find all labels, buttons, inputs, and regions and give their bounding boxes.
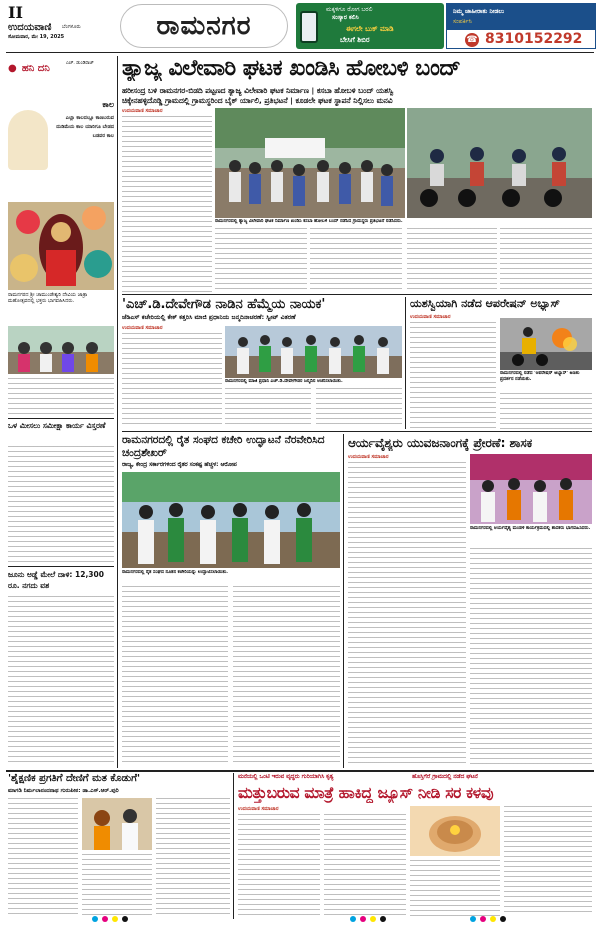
story3-byline: ಉದಯವಾಣಿ ಸಮಾಚಾರ — [410, 314, 451, 320]
registration-mark-yellow — [112, 916, 118, 922]
ad-advertise-phone[interactable]: 8310152292 — [485, 31, 583, 47]
registration-mark-black — [122, 916, 128, 922]
story7-text-col3 — [410, 860, 500, 916]
registration-mark-magenta — [102, 916, 108, 922]
ad-advertise-line1: ನಿಮ್ಮ ಜಾಹೀರಾತು ನೀಡಲು — [453, 8, 505, 15]
story4-photo — [122, 472, 340, 568]
ad-advertise-line2: ಸಂಪರ್ಕಿಸಿ — [453, 18, 472, 25]
poet-illustration — [8, 110, 48, 170]
story5-text-col2 — [470, 548, 592, 766]
story6-subhead: ಮಾಗಡಿ ನಿರ್ಮಲಾನಂದನಾಥ ಗುರುಪೀಠ: ಡಾ.ಎಸ್.ಆರ್.ಪುರಿ — [8, 788, 119, 794]
registration-mark-yellow-2 — [370, 916, 376, 922]
poem-title: ಕಾಲ — [102, 100, 114, 109]
story4-headline: ರಾಮನಗರದಲ್ಲಿ ರೈತ ಸಂಘದ ಕಚೇರಿ ಉದ್ಘಾಟನೆ ನೆರವೇರಿಸಿದ ಚಂದ್ರಶೇಖರ್ — [122, 434, 325, 459]
sidebar-raid-headline: ಜೂನು ಅಡ್ಡೆ ಮೇಲೆ ದಾಳಿ: 12,300 ರೂ. ನಗದು ವಶ — [8, 570, 104, 590]
ad-advertise[interactable] — [446, 3, 596, 49]
story3-photo-fire-drill — [500, 318, 592, 370]
story7-kicker-1: ಮನೆಯಲ್ಲಿ ಒಂಟಿ ಇರುವ ವೃದ್ಧರು ಗುರಿಯಾಗಿಸಿ ಕೃತ್ಯ — [238, 774, 334, 780]
registration-mark-black-3 — [500, 916, 506, 922]
phone-icon: ☎ — [466, 35, 478, 45]
sidebar-story-text — [8, 446, 114, 562]
story5-photo-caption: ರಾಮನಗರದಲ್ಲಿ ಆರ್ಯವೈಶ್ಯ ಮಂಡಳಿ ಕಾರ್ಯಕ್ರಮದಲ್ಲಿ ಶಾಸಕರು ಭಾಗವಹಿಸಿದರು. — [470, 526, 591, 531]
ad-phone-icon — [300, 11, 318, 43]
story2-text-col1 — [122, 333, 222, 427]
story6-text-col3 — [156, 798, 230, 916]
story6-headline: 'ಶೈಕ್ಷಣಿಕ ಪ್ರಗತಿಗೆ ದೇಣಿಗೆ ಮತ ಕೊಡುಗೆ' — [8, 773, 141, 784]
lead-subhead-1: ಹರೀಸಂದ್ರ ಬಳಿ ರಾಮನಗರ-ಬಿಡದಿ ಪಟ್ಟಣದ ತ್ಯಾಜ್ಯ ವಿಲೇವಾರಿ ಘಟಕ ನಿರ್ಮಾಣ | ಕಸಬಾ ಹೋಬಳಿ ಬಂದ್ ಯಶಸ್ವಿ — [122, 86, 394, 95]
heart-icon: ● — [8, 63, 17, 74]
story2-photo — [225, 326, 402, 378]
story3-text-col1 — [410, 322, 496, 428]
registration-mark-yellow-3 — [490, 916, 496, 922]
registration-mark-magenta-2 — [360, 916, 366, 922]
column-brand-text: ಹನಿ ದನಿ — [21, 63, 50, 74]
story6-text-col1 — [8, 798, 78, 916]
ad-summer-camp-line3: ಈಗಲೇ ಬುಕ್ ಮಾಡಿ — [346, 25, 394, 33]
story7-headline: ಮತ್ತುಬರುವ ಮಾತ್ರೆ ಹಾಕಿದ್ದ ಜ್ಯೂಸ್ ನೀಡಿ ಸರ ಕಳವು — [238, 784, 494, 802]
lead-text-col1 — [122, 116, 212, 292]
story3-text-col2 — [500, 393, 592, 429]
page-number: II — [8, 3, 23, 22]
story4-subhead: ರಾಜ್ಯ, ಕೇಂದ್ರ ಸರ್ಕಾರಗಳಿಂದ ರೈತರ ಸಂಕಷ್ಟ ಹೆಚ್ಚಳ: ಆರೋಪ — [122, 462, 237, 468]
lead-photo-protest — [215, 108, 405, 218]
registration-mark-cyan-3 — [470, 916, 476, 922]
registration-mark-magenta-3 — [480, 916, 486, 922]
story2-byline: ಉದಯವಾಣಿ ಸಮಾಚಾರ — [122, 325, 163, 331]
story2-subhead: ಜೆಡಿಎಸ್ ಕಚೇರಿಯಲ್ಲಿ ಕೇಕ್ ಕತ್ತರಿಸಿ ಮಾಜಿ ಪ್ರಧಾನಿಯ ಜನ್ಮದಿನಾಚರಣೆ: ಸ್ವೀಟ್ ವಿತರಣೆ — [122, 314, 296, 321]
poem-text: ಎಲ್ಲಾ ಕಾಲದಲ್ಲೂ ಕಾಣಬರುವ ದುಡಿಮೆಯ ಕಾಲ ಯಾರಿಗೂ ಬೇಡದ ಬಡವರ ಕಾಲ — [56, 115, 114, 139]
story7-text-col2 — [324, 814, 406, 916]
story2-photo-caption: ರಾಮನಗರದಲ್ಲಿ ಮಾಜಿ ಪ್ರಧಾನಿ ಎಚ್.ಡಿ.ದೇವೇಗೌಡರ ಜನ್ಮದಿನ ಆಚರಿಸಲಾಯಿತು. — [225, 379, 343, 384]
lead-text-col3 — [310, 228, 402, 292]
story5-headline: ಆರ್ಯವೈಶ್ಯರು ಯುವಜನಾಂಗಕ್ಕೆ ಪ್ರೇರಣೆ: ಶಾಸಕ — [348, 436, 533, 450]
ad-summer-camp-line2: ಸಂಸ್ಕಾರ ಕಲಿಸಿ — [332, 14, 359, 21]
story5-byline: ಉದಯವಾಣಿ ಸಮಾಚಾರ — [348, 454, 389, 460]
sidebar-story-headline: ಒಳ ಮೀಸಲು ಸಮೀಕ್ಷಾ ಕಾರ್ಯ ವಿಸ್ತರಣೆ — [8, 421, 106, 430]
lead-photo-bike-rally — [407, 108, 592, 218]
story6-text-col2 — [82, 854, 152, 916]
goddess-photo — [8, 202, 114, 290]
poem-box — [8, 100, 114, 200]
section-title-text: ರಾಮನಗರ — [156, 10, 252, 41]
sidebar-photo-2 — [8, 326, 114, 374]
ad-summer-camp-line1: ಮಕ್ಕಳಿಗೂ ರೋಗ ಬರಲಿ — [326, 6, 373, 13]
story7-text-col1 — [238, 814, 320, 916]
registration-mark-black-2 — [380, 916, 386, 922]
column-author: ಎಚ್. ಡುಂಡಿರಾಜ್ — [66, 61, 94, 66]
story7-kicker-2: ಹೊಸ್ತಿಗೆರೆ ಗ್ರಾಮದಲ್ಲಿ ನಡೆದ ಘಟನೆ — [412, 774, 478, 780]
story7-photo-juice — [410, 806, 500, 856]
issue-date: ಸೋಮವಾರ, ಮೇ 19, 2025 — [8, 34, 65, 40]
story5-photo — [470, 454, 592, 524]
story2-text-col3 — [316, 388, 402, 428]
lead-headline: ತ್ಯಾಜ್ಯ ವಿಲೇವಾರಿ ಘಟಕ ಖಂಡಿಸಿ ಹೋಬಳಿ ಬಂದ್ — [122, 56, 461, 81]
story6-photo — [82, 798, 152, 850]
registration-mark-cyan-2 — [350, 916, 356, 922]
story7-text-col4 — [504, 806, 592, 916]
story3-photo-caption: ರಾಮನಗರದಲ್ಲಿ ನಡೆದ 'ಆಪರೇಷನ್ ಅಭ್ಯಾಸ್' ಅಣಕು ಪ್ರದರ್ಶನ ನಡೆಯಿತು. — [500, 371, 580, 382]
story7-byline: ಉದಯವಾಣಿ ಸಮಾಚಾರ — [238, 806, 279, 812]
lead-text-col2 — [215, 228, 307, 292]
ad-summer-camp[interactable] — [296, 3, 444, 49]
lead-photo-caption: ರಾಮನಗರದಲ್ಲಿ ತ್ಯಾಜ್ಯ ವಿಲೇವಾರಿ ಘಟಕ ನಿರ್ಮಾಣ ಖಂಡಿಸಿ ಕಸಬಾ ಹೋಬಳಿ ಬಂದ್ ನಡೆಸಿದ ಗ್ರಾಮಸ್ಥರು ಪ್ರತಿಭಟನೆ ನಡೆಸಿದರು. — [215, 219, 403, 224]
section-title — [120, 4, 288, 48]
story3-headline: ಯಶಸ್ವಿಯಾಗಿ ನಡೆದ ಆಪರೇಷನ್ ಅಭ್ಯಾಸ್ — [410, 297, 560, 310]
lead-byline: ಉದಯವಾಣಿ ಸಮಾಚಾರ — [122, 108, 163, 114]
story4-text-col1 — [122, 586, 228, 766]
registration-mark-cyan — [92, 916, 98, 922]
story4-photo-caption: ರಾಮನಗರದಲ್ಲಿ ರೈತ ಸಂಘದ ನೂತನ ಕಚೇರಿಯನ್ನು ಉದ್ಘಾಟಿಸಲಾಯಿತು. — [122, 570, 229, 575]
lead-text-col5 — [500, 228, 592, 292]
edition-label: ಬೆಂಗಳೂರು — [62, 24, 81, 30]
story2-headline: 'ಎಚ್.ಡಿ.ದೇವೇಗೌಡ ನಾಡಿನ ಹೆಮ್ಮೆಯ ನಾಯಕ' — [122, 297, 326, 312]
ad-summer-camp-line4: ಬೇಸಿಗೆ ಶಿಬಿರ — [340, 36, 370, 44]
paper-name: ಉದಯವಾಣಿ — [8, 22, 52, 33]
story5-text-col1 — [348, 462, 466, 766]
lead-subhead-2: ಚಿಕ್ಕೇನಹಳ್ಳಿದೊಡ್ಡಿ ಗ್ರಾಮದಲ್ಲಿ ಗ್ರಾಮಸ್ಥರಿಂದ ಬೈಕ್ ರ್ಯಾಲಿ, ಪ್ರತಿಭಟನೆ | ಕೂಡಲೇ ಘಟಕ ಸ್ಥಾಪನೆ ನಿಲ್ಲಿಸಲು ಮನವಿ — [122, 96, 393, 105]
story2-text-col2 — [225, 388, 311, 428]
lead-text-col4 — [407, 228, 497, 292]
goddess-photo-caption: ರಾಮನಗರದ ಶ್ರೀ ಚಾಮುಂಡೇಶ್ವರಿ ದೇವಿಯ ಜಾತ್ರಾ ಮಹೋತ್ಸವದಲ್ಲಿ ಭಕ್ತರು ಭಾಗವಹಿಸಿದರು. — [8, 292, 88, 304]
story4-text-col2 — [233, 586, 340, 766]
sidebar-raid-text — [8, 596, 114, 766]
sidebar-photo-2-caption — [8, 378, 114, 414]
